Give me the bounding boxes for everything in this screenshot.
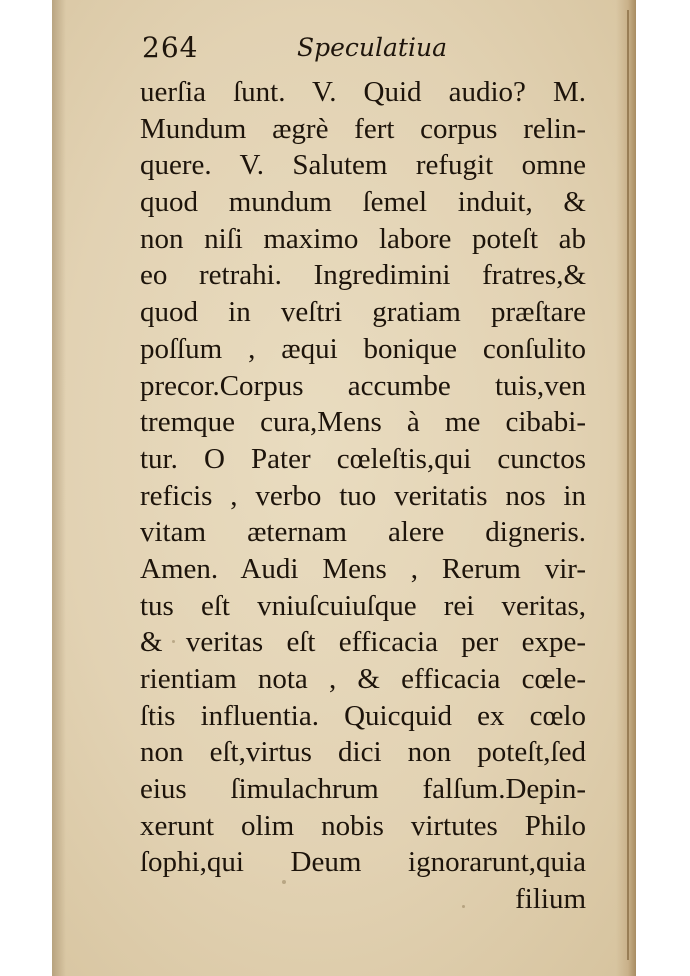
text-line: poſſum , æqui bonique conſulito	[140, 332, 586, 365]
text-line: ſophi,qui Deum ignorarunt,quia	[140, 846, 586, 879]
text-line: tus eſt vniuſcuiuſque rei veritas,	[140, 589, 586, 622]
body-text	[140, 74, 586, 918]
book-page	[52, 0, 636, 976]
text-line: tremque cura,Mens à me cibabi-	[140, 406, 586, 439]
text-line: precor.Corpus accumbe tuis,ven	[140, 369, 586, 402]
text-line: ſtis influentia. Quicquid ex cœlo	[140, 699, 586, 732]
text-line: xerunt olim nobis virtutes Philo	[140, 809, 586, 842]
catchword: filium	[515, 883, 586, 916]
gutter-shadow	[52, 0, 66, 976]
running-head: Speculatiua	[297, 33, 447, 62]
text-line: eius ſimulachrum falſum.Depin-	[140, 773, 586, 806]
text-line: & veritas eſt efficacia per expe-	[140, 626, 586, 659]
text-line: quod mundum ſemel induit, &	[140, 186, 586, 219]
text-line: non eſt,virtus dici non poteſt,ſed	[140, 736, 586, 769]
text-line: Mundum ægrè fert corpus relin-	[140, 112, 586, 145]
text-line: rientiam nota , & efficacia cœle-	[140, 663, 586, 695]
page-number: 264	[142, 31, 199, 64]
text-line: non niſi maximo labore poteſt ab	[140, 222, 586, 255]
page-edge	[616, 0, 636, 976]
page-edge-line	[627, 10, 629, 960]
text-line: uerſia ſunt. V. Quid audio? M.	[140, 76, 586, 108]
text-line: quere. V. Salutem refugit omne	[140, 149, 586, 182]
text-line: vitam æternam alere digneris.	[140, 516, 586, 549]
text-line: reficis , verbo tuo veritatis nos in	[140, 479, 586, 512]
text-line: quod in veſtri gratiam præſtare	[140, 296, 586, 329]
text-line: Amen. Audi Mens , Rerum vir-	[140, 552, 586, 585]
text-line: tur. O Pater cœleſtis,qui cunctos	[140, 442, 586, 475]
text-line: eo retrahi. Ingredimini fratres,&	[140, 259, 586, 292]
